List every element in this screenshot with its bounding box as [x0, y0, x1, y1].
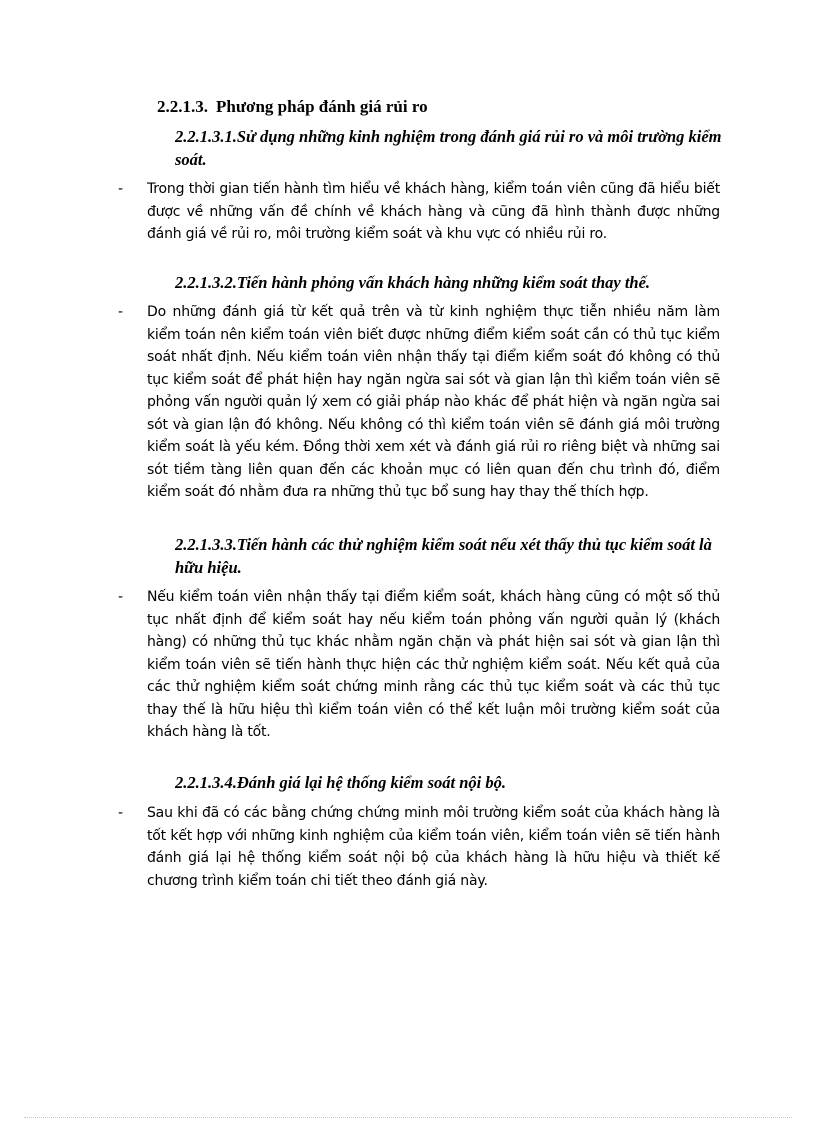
subsection-heading-3: 2.2.1.3.3.Tiến hành các thử nghiệm kiểm soát nếu xét thấy thủ tục kiểm soát là hữu hiệu. — [175, 535, 712, 577]
paragraph-2: Do những đánh giá từ kết quả trên và từ kinh nghiệm thực tiễn nhiều năm làm kiểm toán nên kiểm toán viên biết được những điểm kiểm soát cần có thủ tục kiểm soát nhất định. Nếu kiểm toán viên nhận thấy tại điểm kiểm soát đó không có thủ tục kiểm soát để phát hiện hay ngăn ngừa sai sót và gian lận thì kiểm toán viên sẽ phỏng vấn người quản lý xem có giải pháp nào khác để phát hiện và ngăn ngừa sai sót và gian lận đó không. Nếu không có thì kiểm toán viên sẽ đánh giá môi trường kiểm soát là yếu kém. Đồng thời xem xét và đánh giá rủi ro riêng biệt và những sai sót tiềm tàng liên quan đến các khoản mục có liên quan đến chu trình đó, điểm kiểm soát đó nhằm đưa ra những thủ tục bổ sung hay thay thế thích hợp. — [147, 304, 720, 500]
section-heading — [157, 97, 428, 117]
bullet-dash: - — [118, 304, 124, 320]
section-title: Phương pháp đánh giá rủi ro — [216, 97, 428, 116]
page-bottom-divider — [24, 1117, 792, 1118]
list-item-2 — [118, 301, 730, 504]
paragraph-3: Nếu kiểm toán viên nhận thấy tại điểm kiểm soát, khách hàng cũng có một số thủ tục nhất định để kiểm soát hay nếu kiểm toán phỏng vấn người quản lý (khách hàng) có những thủ tục khác nhằm ngăn chặn và phát hiện sai sót và gian lận thì kiểm toán viên sẽ tiến hành thực hiện các thử nghiệm kiểm soát. Nếu kết quả của các thử nghiệm kiểm soát chứng minh rằng các thủ tục kiểm soát và các thủ tục thay thế là hữu hiệu thì kiểm toán viên có thể kết luận môi trường kiểm soát của khách hàng là tốt. — [147, 589, 720, 740]
list-item-4 — [118, 802, 730, 892]
subsection-heading-1: 2.2.1.3.1.Sử dụng những kinh nghiệm trong đánh giá rủi ro và môi trường kiểm soát. — [175, 127, 722, 169]
bullet-dash: - — [118, 181, 124, 197]
paragraph-1: Trong thời gian tiến hành tìm hiểu về khách hàng, kiểm toán viên cũng đã hiểu biết được về những vấn đề chính về khách hàng và cũng đã hình thành được những đánh giá về rủi ro, môi trường kiểm soát và khu vực có nhiều rủi ro. — [147, 181, 720, 242]
section-number: 2.2.1.3. — [157, 97, 208, 116]
bullet-dash: - — [118, 589, 124, 605]
subsection-heading-2: 2.2.1.3.2.Tiến hành phỏng vấn khách hàng những kiểm soát thay thế. — [175, 273, 651, 292]
subsection-heading-4: 2.2.1.3.4.Đánh giá lại hệ thống kiểm soát nội bộ. — [175, 773, 506, 792]
list-item-1 — [118, 178, 730, 246]
bullet-dash: - — [118, 805, 124, 821]
paragraph-4: Sau khi đã có các bằng chứng chứng minh môi trường kiểm soát của khách hàng là tốt kết hợp với những kinh nghiệm của kiểm toán viên, kiểm toán viên sẽ tiến hành đánh giá lại hệ thống kiểm soát nội bộ của khách hàng là hữu hiệu và thiết kế chương trình kiểm toán chi tiết theo đánh giá này. — [147, 805, 720, 889]
list-item-3 — [118, 586, 730, 744]
